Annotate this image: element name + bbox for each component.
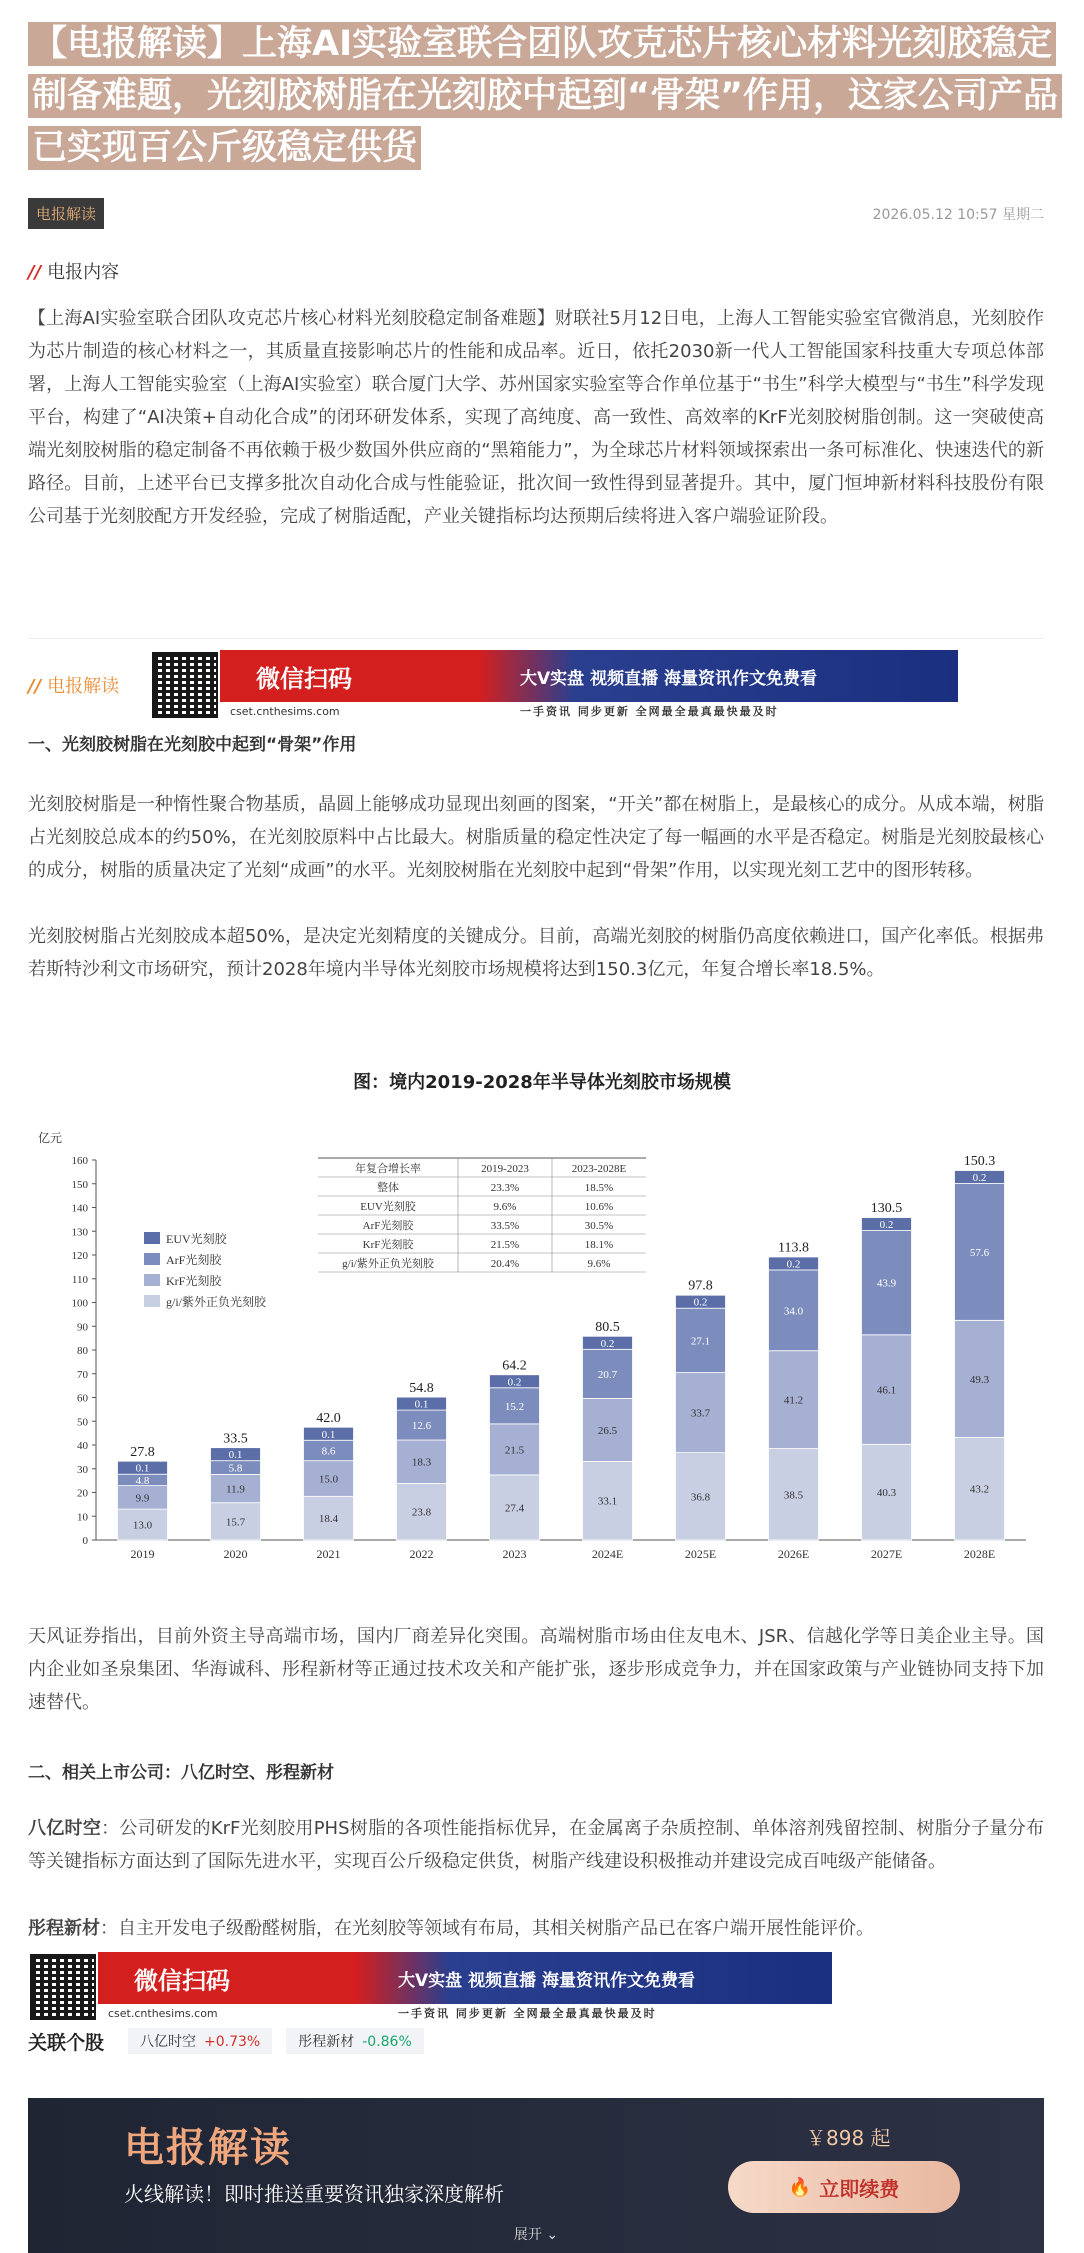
bar-value-label: 20.7 [597, 1368, 618, 1381]
bar-value-label: 0.1 [321, 1428, 336, 1441]
part1-paragraph-2: 光刻胶树脂占光刻胶成本超50%，是决定光刻精度的关键成分。目前，高端光刻胶的树脂仍高度依赖进口，国产化率低。根据弗若斯特沙利文市场研究，预计2028年境内半导体光刻胶市场规模将达到150.3亿元，年复合增长率18.5%。 [28, 926, 1044, 980]
promo-title: 电报解读 [124, 2125, 292, 2171]
renew-button[interactable]: 🔥 立即续费 [728, 2161, 960, 2213]
bar-value-label: 46.1 [876, 1384, 897, 1397]
related-stocks-label: 关联个股 [28, 2031, 105, 2054]
banner-slogan: 大V实盘 视频直播 海量资讯作文免费看 [398, 1970, 695, 1991]
bar-total-label: 130.5 [870, 1201, 903, 1217]
bar-value-label: 23.8 [411, 1506, 432, 1519]
bar-value-label: 0.2 [600, 1337, 615, 1350]
y-axis-label: 亿元 [38, 1131, 63, 1145]
ad-banner-top[interactable] [150, 650, 958, 720]
bar-value-label: 27.4 [504, 1502, 525, 1515]
legend-label: KrF光刻胶 [166, 1274, 222, 1288]
cagr-table-cell: 21.5% [490, 1239, 520, 1251]
part1-paragraph-1: 光刻胶树脂是一种惰性聚合物基质，晶圆上能够成功显现出刻画的图案，“开关”都在树脂上，是最核心的成分。从成本端，树脂占光刻胶总成本的约50%，在光刻胶原料中占比最大。树脂质量的稳定性决定了每一幅画的水平是否稳定。树脂是光刻胶最核心的成分，树脂的质量决定了光刻“成画”的水平。光刻胶树脂在光刻胶中起到“骨架”作用，以实现光刻工艺中的图形转移。 [28, 794, 1044, 881]
ad-banner-bottom[interactable] [28, 1952, 832, 2022]
promo-subtitle: 火线解读！即时推送重要资讯独家深度解析 [124, 2182, 504, 2206]
company-1-name: 八亿时空 [28, 1818, 102, 1839]
y-tick-label: 70 [77, 1368, 88, 1381]
bar-value-label: 49.3 [969, 1373, 990, 1386]
cagr-table-cell: 18.5% [584, 1182, 614, 1194]
category-tag[interactable]: 电报解读 [28, 198, 104, 229]
legend-swatch [144, 1232, 160, 1244]
bar-value-label: 33.7 [690, 1407, 711, 1420]
bar-value-label: 57.6 [969, 1246, 990, 1259]
y-tick-label: 20 [77, 1487, 88, 1500]
banner-wx-label: 微信扫码 [134, 1966, 230, 1995]
y-tick-label: 0 [82, 1535, 88, 1547]
expand-toggle[interactable]: 展开 ⌄ [513, 2227, 559, 2243]
bar-value-label: 9.9 [135, 1492, 150, 1505]
bar-value-label: 11.9 [226, 1483, 245, 1496]
x-tick-label: 2022 [409, 1547, 434, 1561]
cagr-table-cell: EUV光刻胶 [360, 1201, 416, 1213]
bar-value-label: 15.2 [504, 1400, 525, 1413]
bar-value-label: 0.2 [879, 1219, 894, 1232]
bar-total-label: 113.8 [778, 1240, 809, 1256]
y-tick-label: 40 [77, 1440, 88, 1452]
bar-value-label: 4.8 [135, 1474, 150, 1487]
bar-value-label: 21.5 [504, 1444, 525, 1457]
bar-value-label: 13.0 [132, 1519, 153, 1532]
company-1-desc: 八亿时空：公司研发的KrF光刻胶用PHS树脂的各项性能指标优异，在金属离子杂质控制、单体溶剂残留控制、树脂分子量分布等关键指标方面达到了国际先进水平，实现百公斤级稳定供货，树脂产线建设积极推动并建设完成百吨级产能储备。 [28, 1818, 1044, 1872]
cagr-table-cell: 10.6% [584, 1201, 614, 1213]
y-tick-label: 160 [71, 1155, 88, 1167]
y-tick-label: 110 [71, 1273, 88, 1286]
bar-value-label: 15.0 [318, 1473, 339, 1486]
banner-subtext: 一手资讯 同步更新 全网最全最真最快最及时 [520, 705, 779, 718]
stock-change: +0.73% [204, 2034, 261, 2050]
market-size-chart [28, 1120, 1048, 1580]
divider [28, 638, 1044, 639]
bar-total-label: 150.3 [963, 1154, 996, 1170]
y-tick-label: 30 [77, 1463, 88, 1476]
bar-value-label: 38.5 [783, 1489, 804, 1502]
y-tick-label: 50 [77, 1416, 88, 1429]
related-stocks [28, 2028, 438, 2054]
bar-value-label: 26.5 [597, 1424, 618, 1437]
bar-total-label: 42.0 [316, 1411, 341, 1427]
banner-subtext: 一手资讯 同步更新 全网最全最真最快最及时 [398, 2007, 657, 2020]
publish-date: 2026.05.12 10:57 星期二 [872, 207, 1044, 223]
qr-code-icon [152, 652, 218, 718]
section-title-analysis: // 电报解读 [28, 676, 120, 697]
cagr-table-cell: g/i/紫外正负光刻胶 [342, 1258, 434, 1270]
article-headline [28, 18, 1058, 174]
bar-value-label: 5.8 [228, 1462, 243, 1475]
bar-value-label: 27.1 [690, 1335, 711, 1348]
x-tick-label: 2025E [684, 1547, 717, 1561]
chevron-down-icon: ⌄ [546, 2227, 559, 2243]
cagr-table-cell: 9.6% [493, 1201, 517, 1213]
stock-change: -0.86% [362, 2034, 412, 2050]
cagr-table-cell: 23.3% [490, 1182, 520, 1194]
y-tick-label: 80 [77, 1345, 88, 1357]
y-tick-label: 60 [77, 1392, 88, 1405]
cagr-table-cell: KrF光刻胶 [362, 1239, 414, 1251]
legend-swatch [144, 1253, 160, 1265]
banner-url: cset.cnthesims.com [108, 2006, 218, 2020]
legend-swatch [144, 1295, 160, 1307]
cagr-table-cell: ArF光刻胶 [362, 1220, 414, 1232]
bar-value-label: 43.9 [876, 1277, 897, 1290]
x-tick-label: 2021 [316, 1547, 341, 1561]
bar-total-label: 64.2 [502, 1358, 527, 1374]
x-tick-label: 2028E [963, 1547, 996, 1561]
cagr-table-cell: 年复合增长率 [355, 1163, 421, 1175]
cagr-table-cell: 20.4% [490, 1258, 520, 1270]
cagr-table-cell: 18.1% [584, 1239, 614, 1251]
bar-value-label: 43.2 [969, 1483, 990, 1496]
cagr-table-cell: 整体 [377, 1182, 399, 1194]
x-tick-label: 2023 [502, 1547, 527, 1561]
bar-value-label: 18.3 [411, 1456, 432, 1469]
cagr-table-cell: 33.5% [490, 1220, 520, 1232]
chart-title: 图：境内2019-2028年半导体光刻胶市场规模 [353, 1072, 731, 1093]
y-tick-label: 130 [71, 1226, 88, 1239]
telegram-text: 【上海AI实验室联合团队攻克芯片核心材料光刻胶稳定制备难题】财联社5月12日电，上海人工智能实验室官微消息，光刻胶作为芯片制造的核心材料之一，其质量直接影响芯片的性能和成品率。近日，依托2030新一代人工智能国家科技重大专项总体部署，上海人工智能实验室（上海AI实验室）联合厦门大学、苏州国家实验室等合作单位基于“书生”科学大模型与“书生”科学发现平台，构建了“AI决策+自动化合成”的闭环研发体系，实现了高纯度、高一致性、高效率的KrF光刻胶树脂创制。这一突破使高端光刻胶树脂的稳定制备不再依赖于极少数国外供应商的“黑箱能力”，为全球芯片材料领域探索出一条可标准化、快速迭代的新路径。目前，上述平台已支撑多批次自动化合成与性能验证，批次间一致性得到显著提升。其中，厦门恒坤新材料科技股份有限公司基于光刻胶配方开发经验，完成了树脂适配，产业关键指标均达预期后续将进入客户端验证阶段。 [28, 308, 1044, 527]
bar-value-label: 0.2 [507, 1376, 522, 1389]
company-2-name: 彤程新材 [28, 1918, 100, 1939]
bar-value-label: 0.1 [414, 1398, 429, 1411]
bar-value-label: 12.6 [411, 1420, 432, 1433]
bar-value-label: 8.6 [321, 1445, 336, 1458]
bar-total-label: 97.8 [688, 1278, 713, 1294]
subscription-promo [28, 2098, 1044, 2253]
section-title-content: // 电报内容 [28, 262, 120, 283]
company-2-desc: 彤程新材：自主开发电子级酚醛树脂，在光刻胶等领域有布局，其相关树脂产品已在客户端开展性能评价。 [28, 1918, 874, 1939]
bar-value-label: 0.2 [972, 1172, 987, 1185]
slash-icon: // [28, 262, 42, 283]
promo-price: ￥898 起 [806, 2126, 891, 2150]
headline-text: 【电报解读】上海AI实验室联合团队攻克芯片核心材料光刻胶稳定制备难题，光刻胶树脂在光刻胶中起到“骨架”作用，这家公司产品已实现百公斤级稳定供货 [28, 22, 1062, 170]
bar-value-label: 0.1 [228, 1449, 243, 1462]
y-tick-label: 100 [71, 1297, 88, 1310]
fire-icon: 🔥 [788, 2176, 812, 2198]
bar-value-label: 18.4 [318, 1513, 339, 1526]
y-tick-label: 120 [71, 1250, 88, 1262]
slash-icon: // [28, 676, 42, 697]
bar-total-label: 80.5 [595, 1319, 620, 1335]
bar-value-label: 0.2 [693, 1296, 708, 1309]
bar-value-label: 15.7 [225, 1516, 246, 1529]
y-tick-label: 90 [77, 1321, 88, 1334]
qr-code-icon [30, 1954, 96, 2020]
bar-value-label: 40.3 [876, 1487, 897, 1500]
bar-total-label: 54.8 [409, 1380, 434, 1396]
bar-value-label: 33.1 [597, 1495, 618, 1508]
banner-wx-label: 微信扫码 [256, 664, 352, 693]
cagr-table-cell: 9.6% [587, 1258, 611, 1270]
x-tick-label: 2020 [223, 1547, 248, 1561]
legend-label: g/i/紫外正负光刻胶 [166, 1295, 267, 1309]
cagr-table-cell: 2019-2023 [481, 1163, 529, 1175]
article-meta [28, 198, 1044, 230]
bar-value-label: 41.2 [783, 1394, 804, 1407]
part1-title: 一、光刻胶树脂在光刻胶中起到“骨架”作用 [28, 735, 357, 755]
bar-total-label: 33.5 [223, 1431, 248, 1447]
bar-value-label: 34.0 [783, 1305, 804, 1318]
x-tick-label: 2019 [130, 1547, 155, 1561]
y-tick-label: 140 [71, 1202, 88, 1215]
bar-value-label: 0.2 [786, 1258, 801, 1271]
legend-swatch [144, 1274, 160, 1286]
x-tick-label: 2024E [591, 1547, 624, 1561]
y-tick-label: 150 [71, 1178, 88, 1191]
part1-paragraph-3: 天风证券指出，目前外资主导高端市场，国内厂商差异化突围。高端树脂市场由住友电木、JSR、信越化学等日美企业主导。国内企业如圣泉集团、华海诚科、彤程新材等正通过技术攻关和产能扩张，逐步形成竞争力，并在国家政策与产业链协同支持下加速替代。 [28, 1626, 1044, 1713]
y-tick-label: 10 [77, 1511, 88, 1524]
stock-chip-2[interactable]: 彤程新材 -0.86% [286, 2028, 424, 2054]
x-tick-label: 2026E [777, 1547, 810, 1561]
legend-label: ArF光刻胶 [166, 1253, 222, 1267]
cagr-table-cell: 2023-2028E [571, 1163, 627, 1175]
bar-value-label: 0.1 [135, 1462, 150, 1475]
part2-title: 二、相关上市公司：八亿时空、彤程新材 [28, 1763, 334, 1783]
bar-value-label: 36.8 [690, 1491, 711, 1504]
cagr-table-cell: 30.5% [584, 1220, 614, 1232]
bar-total-label: 27.8 [130, 1444, 155, 1460]
banner-url: cset.cnthesims.com [230, 704, 340, 718]
x-tick-label: 2027E [870, 1547, 903, 1561]
legend-label: EUV光刻胶 [166, 1232, 227, 1246]
banner-slogan: 大V实盘 视频直播 海量资讯作文免费看 [520, 668, 817, 689]
stock-chip-1[interactable]: 八亿时空 +0.73% [128, 2028, 272, 2054]
